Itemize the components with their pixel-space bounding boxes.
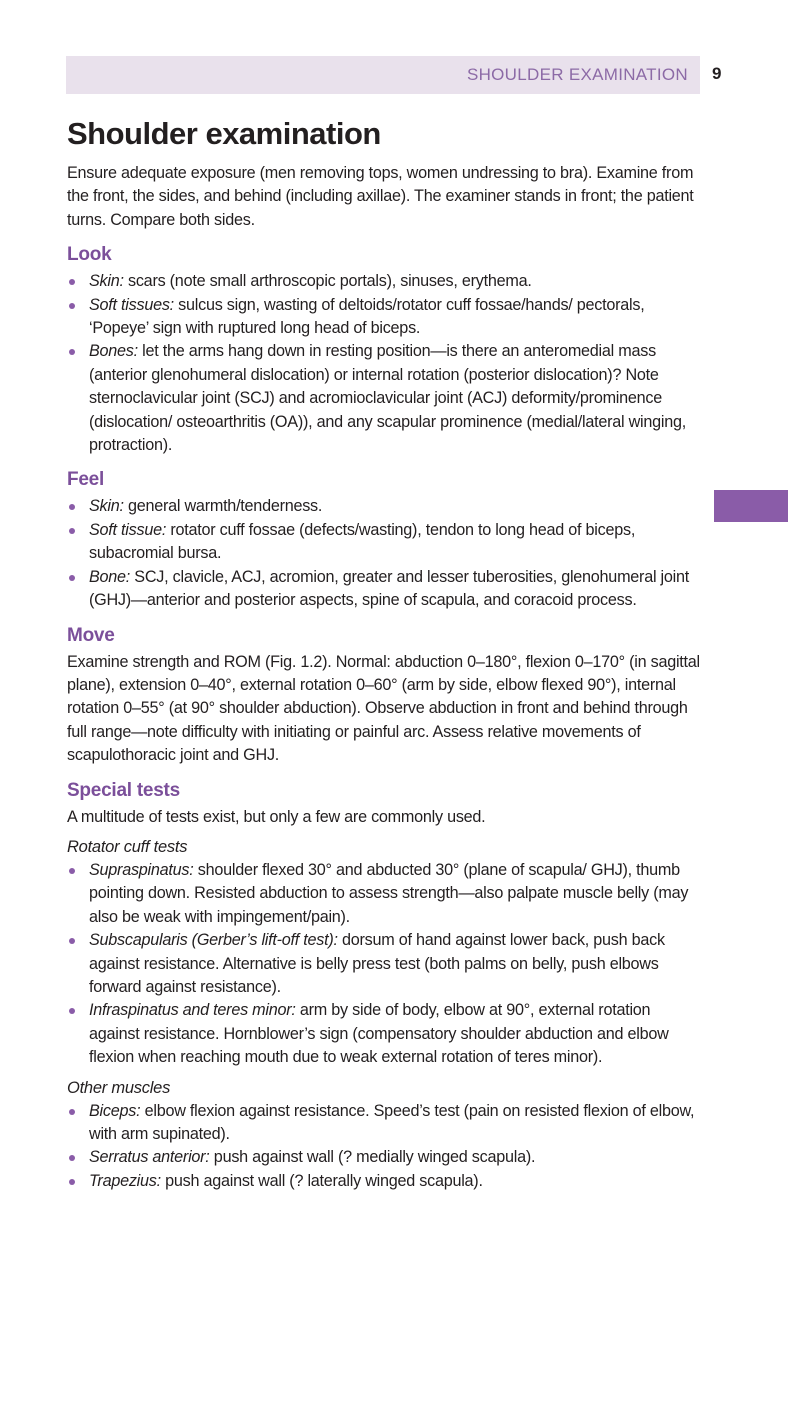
- item-text: SCJ, clavicle, ACJ, acromion, greater and lesser tuberosities, glenohumeral joint (GHJ)—anterior and posterior aspects, spine of scapula, and coracoid process.: [89, 567, 689, 610]
- running-title: SHOULDER EXAMINATION: [466, 65, 688, 84]
- item-text: sulcus sign, wasting of deltoids/rotator cuff fossae/hands/ pectorals, ‘Popeye’ sign with ruptured long head of biceps.: [89, 295, 645, 338]
- item-text: let the arms hang down in resting position—is there an anteromedial mass (anterior glenohumeral dislocation) or internal rotation (posterior dislocation)? Note sternoclavicular joint (SCJ) and acromioclavicular joint (ACJ) deformity/prominence (dislocation/ osteoarthritis (OA)), and any scapular prominence (medial/lateral winging, protraction).: [89, 342, 687, 455]
- item-term: Subscapularis (Gerber’s lift-off test):: [89, 931, 338, 950]
- other-muscles-list: [67, 1100, 703, 1194]
- item-text: scars (note small arthroscopic portals), sinuses, erythema.: [123, 272, 532, 291]
- rotator-cuff-list: [67, 859, 703, 1070]
- list-item: [67, 519, 703, 566]
- list-item: [67, 859, 703, 929]
- item-term: Supraspinatus:: [89, 860, 194, 879]
- item-term: Bones:: [89, 342, 138, 361]
- feel-list: [67, 495, 703, 612]
- list-item: [67, 270, 703, 293]
- list-item: [67, 495, 703, 518]
- section-heading-move: Move: [67, 624, 115, 646]
- list-item: [67, 1146, 703, 1169]
- item-term: Serratus anterior:: [89, 1148, 210, 1167]
- subheading-rotator-cuff: Rotator cuff tests: [67, 837, 188, 856]
- item-term: Biceps:: [89, 1101, 141, 1120]
- page-number: 9: [712, 64, 722, 83]
- list-item: [67, 294, 703, 341]
- section-heading-look: Look: [67, 244, 112, 266]
- special-tests-paragraph: A multitude of tests exist, but only a few are commonly used.: [67, 807, 486, 826]
- section-heading-special-tests: Special tests: [67, 779, 180, 801]
- item-text: elbow flexion against resistance. Speed’s test (pain on resisted flexion of elbow, with arm supinated).: [89, 1101, 695, 1143]
- intro-paragraph: Ensure adequate exposure (men removing tops, women undressing to bra). Examine from the front, the sides, and behind (including axillae). The examiner stands in front; the patient turns. Compare both sides.: [67, 164, 694, 229]
- look-list: [67, 270, 703, 457]
- running-header: [66, 56, 700, 94]
- list-item: [67, 1100, 703, 1147]
- item-term: Soft tissue:: [89, 520, 167, 539]
- item-term: Skin:: [89, 497, 124, 516]
- list-item: [67, 999, 703, 1069]
- item-text: rotator cuff fossae (defects/wasting), tendon to long head of biceps, subacromial bursa.: [89, 520, 636, 563]
- item-text: arm by side of body, elbow at 90°, external rotation against resistance. Hornblower’s sign (compensatory shoulder abduction and elbow flexion when reaching mouth due to weak external rotation of teres minor).: [89, 1001, 669, 1067]
- page-content: [67, 114, 703, 1193]
- list-item: [67, 340, 703, 457]
- item-text: shoulder flexed 30° and abducted 30° (plane of scapula/ GHJ), thumb pointing down. Resisted abduction to assess strength—also palpate muscle belly (may also be weak with impingement/pain).: [89, 860, 689, 926]
- move-paragraph: Examine strength and ROM (Fig. 1.2). Normal: abduction 0–180°, flexion 0–170° (in sagittal plane), extension 0–40°, external rotation 0–60° (arm by side, elbow flexed 90°), internal rotation 0–55° (at 90° shoulder abduction). Observe abduction in front and behind through full range—note difficulty with initiating or painful arc. Assess relative movements of scapulothoracic joint and GHJ.: [67, 652, 700, 765]
- item-term: Infraspinatus and teres minor:: [89, 1001, 296, 1020]
- page-title: Shoulder examination: [67, 116, 381, 151]
- list-item: [67, 1170, 703, 1193]
- item-text: push against wall (? laterally winged scapula).: [160, 1171, 483, 1190]
- list-item: [67, 566, 703, 613]
- item-term: Skin:: [89, 272, 124, 291]
- section-heading-feel: Feel: [67, 469, 105, 491]
- list-item: [67, 929, 703, 999]
- subheading-other-muscles: Other muscles: [67, 1078, 171, 1097]
- chapter-thumb-tab: [714, 490, 788, 522]
- item-term: Soft tissues:: [89, 295, 174, 314]
- item-text: dorsum of hand against lower back, push back against resistance. Alternative is belly press test (both palms on belly, push elbows forward against resistance).: [89, 931, 665, 996]
- item-term: Trapezius:: [89, 1171, 161, 1190]
- item-text: general warmth/tenderness.: [123, 497, 323, 516]
- item-text: push against wall (? medially winged scapula).: [209, 1148, 536, 1167]
- item-term: Bone:: [89, 567, 131, 586]
